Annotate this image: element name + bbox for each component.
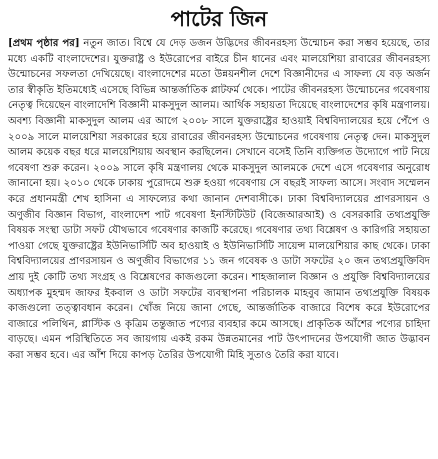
article-text: নতুন জাত। বিশ্বে যে দেড় ডজন উদ্ভিদের জীবনরহস্য উন্মোচন করা সম্ভব হয়েছে, তার মধ্যে একটি বাংলাদেশের। যুক্তরাষ্ট্র ও ইউরোপের বাইরে চীন ধানের এবং মালয়েশিয়া রাবারের জীবনরহস্য উন্মোচনের সফলতা দেখিয়েছে। বাংলাদেশের মতো উন্নয়নশীল দেশে বিজ্ঞানীদের এ সাফল্য যে বড় অর্জন তার স্বীকৃতি ইতিমধ্যেই এসেছে বিভিন্ন আন্তর্জাতিক প্লাটফর্ম থেকে। পাটের জীবনরহস্য উন্মোচনের গবেষণায় নেতৃত্ব দিয়েছেন বাংলাদেশি বিজ্ঞানী মাকসুদুল আলম। আর্থিক সহায়তা দিয়েছে বাংলাদেশের কৃষি মন্ত্রণালয়। অবশ্য বিজ্ঞানী মাকসুদুল আলম এর আগে ২০০৮ সালে যুক্তরাষ্ট্রের হাওয়াই বিশ্ববিদ্যালয়ের হয়ে পেঁপে ও ২০০৯ সালে মালয়েশিয়া সরকারের হয়ে রাবারের জীবনরহস্য উন্মোচনের গবেষণায় নেতৃত্ব দেন। মাকসুদুল আলম কয়েক বছর ধরে মালয়েশিয়ায় অবস্থান করছিলেন। সেখানে বসেই তিনি ব্যক্তিগত উদ্যোগে পাট নিয়ে গবেষণা শুরু করেন। ২০০৯ সালে কৃষি মন্ত্রণালয় থেকে মাকসুদুল আলমকে দেশে এসে গবেষণার অনুরোধ জানানো হয়। ২০১০ থেকে ঢাকায় পুরোদমে শুরু হওয়া গবেষণায় সে বছরই সাফল্য আসে। সংবাদ সম্মেলন করে প্রধানমন্ত্রী শেখ হাসিনা এ সাফল্যের কথা জানান দেশবাসীকে। ঢাকা বিশ্ববিদ্যালয়ের প্রাণরসায়ন ও অণুজীব বিজ্ঞান বিভাগ, বাংলাদেশ পাট গবেষণা ইনস্টিটিউট (বিজেআরআই) ও বেসরকারি তথ্যপ্রযুক্তি বিষয়ক সংস্থা ডাটা সফট যৌথভাবে গবেষণার কাজটি করেছে। গবেষণার তথ্য বিশ্লেষণ ও কারিগরি সহায়তা পাওয়া গেছে যুক্তরাষ্ট্রের ইউনিভার্সিটি অব হাওয়াই ও ইউনিভার্সিটি সায়েন্স মালয়েশিয়ার কাছ থেকে। ঢাকা বিশ্ববিদ্যালয়ের প্রাণরসায়ন ও অণুজীব বিভাগের ১১ জন গবেষক ও ডাটা সফটের ২০ জন তথ্যপ্রযুক্তিবিদ প্রায় দুই কোটি তথ্য সংগ্রহ ও বিশ্লেষণের কাজগুলো করেন। শাহজালাল বিজ্ঞান ও প্রযুক্তি বিশ্ববিদ্যালয়ের অধ্যাপক মুহম্মদ জাফর ইকবাল ও ডাটা সফটের ব্যবস্থাপনা পরিচালক মাহবুব জামান তথ্যপ্রযুক্তি বিষয়ক কাজগুলো তত্ত্বাবধান করেন। খোঁজ নিয়ে জানা গেছে, আন্তর্জাতিক বাজারে বিশেষ করে ইউরোপের বাজারে পলিথিন, প্লাস্টিক ও কৃত্রিম তন্তুজাত পণ্যের ব্যবহার কমে আসছে। প্রাকৃতিক আঁশের পণ্যের চাহিদা বাড়ছে। এমন পরিস্থিতিতে সব জায়গায় একই রকম উন্নতমানের পাট উৎপাদনের উপযোগী জাত উদ্ভাবন করা সম্ভব হবে। এর আঁশ দিয়ে কাপড় তৈরির উপযোগী মিহি সুতাও তৈরি করা যাবে। (8, 38, 430, 361)
continuation-tag: [প্রথম পৃষ্ঠার পর] (8, 38, 80, 49)
article-headline: পাটের জিন (170, 6, 268, 31)
article-body (8, 36, 430, 363)
